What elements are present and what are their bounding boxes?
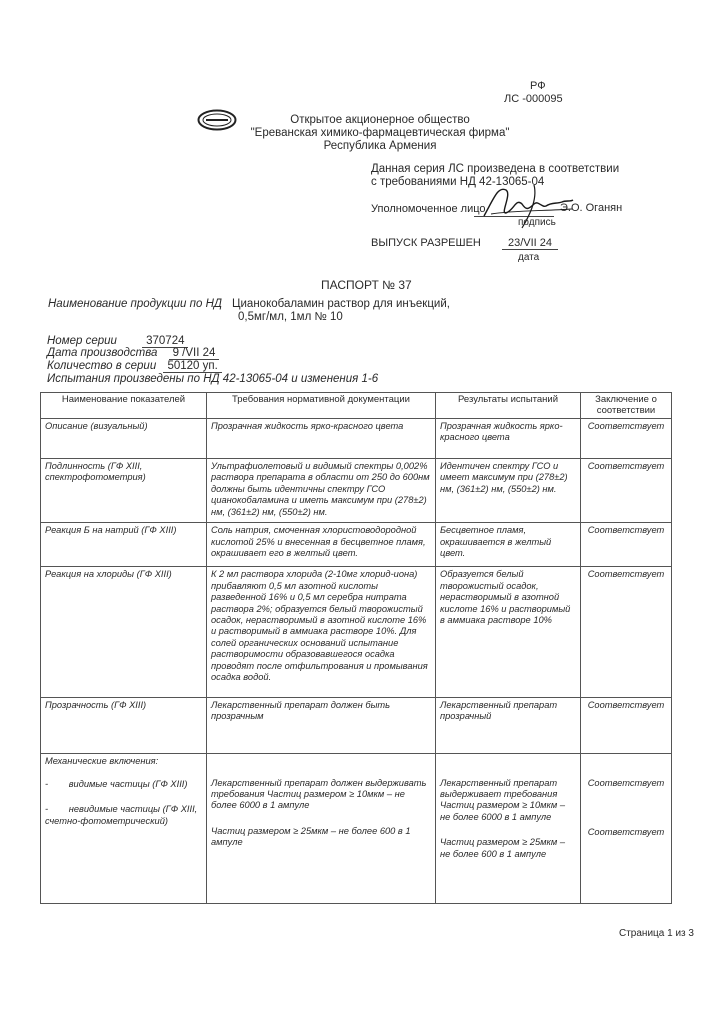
quantity-value: 50120 уп.: [163, 360, 221, 373]
mech-name-cell: [41, 753, 207, 903]
row-conclusion: Соответствует: [581, 523, 672, 567]
row-result: Бесцветное пламя, окрашивается в желтый цвет.: [436, 523, 581, 567]
mech-title: Механические включения:: [45, 755, 159, 766]
header-name: Наименование показателей: [41, 393, 207, 419]
date-caption: дата: [518, 252, 540, 263]
row-name: Описание (визуальный): [41, 419, 207, 459]
product-label: Наименование продукции по НД: [48, 298, 222, 310]
production-date-label: Дата производства: [47, 347, 158, 359]
release-date: 23/VII 24: [502, 237, 558, 250]
table-header-row: [41, 393, 672, 419]
tests-line: Испытания произведены по НД 42-13065-04 и изменения 1-6: [47, 373, 379, 385]
table-row: [41, 523, 672, 567]
passport-title: ПАСПОРТ № 37: [321, 278, 412, 292]
row-requirement: К 2 мл раствора хлорида (2-10мг хлорид-иона) прибавляют 0,5 мл азотной кислоты разведенной 16% и 0,5 мл серебра нитрата раствора 2%; образуется белый творожистый осадок, нерастворимый в азотной кислоте 16% и растворимый в аммиака растворе 10%. Для солей органических оснований испытание растворимости образовавшегося осадка проводят после отфильтрования и промывания осадка водой.: [207, 567, 436, 697]
mech-conclusion-1: Соответствует: [587, 777, 665, 788]
authorized-person-label: Уполномоченное лицо: [371, 203, 486, 215]
table-row: [41, 419, 672, 459]
mech-visible-name: видимые частицы (ГФ XIII): [68, 779, 188, 790]
certification-line-2: с требованиями НД 42-13065-04: [371, 176, 545, 188]
table-row: [41, 567, 672, 697]
row-requirement: Соль натрия, смоченная хлористоводородной кислотой 25% и внесенная в бесцветное пламя, окрашивает его в желтый цвет.: [207, 523, 436, 567]
signature-caption: подпись: [518, 217, 556, 228]
product-value-line-1: Цианокобаламин раствор для инъекций,: [232, 298, 450, 310]
series-row: [47, 335, 188, 347]
mech-requirement-cell: [207, 753, 436, 903]
dash-bullet: -: [45, 779, 49, 790]
row-requirement: Лекарственный препарат должен быть прозрачным: [207, 697, 436, 753]
dash-bullet: -: [45, 804, 49, 815]
table-row: [41, 459, 672, 523]
organization-block: [245, 114, 515, 153]
row-requirement: Ультрафиолетовый и видимый спектры 0,002% раствора препарата в области от 250 до 600нм должны быть идентичны спектру ГСО цианокобаламина и иметь максимум при (278±2) нм, (361±2) нм, (550±2) нм.: [207, 459, 436, 523]
mech-res-invisible: Частиц размером ≥ 25мкм – не более 600 в 1 ампуле: [440, 837, 566, 859]
org-line-3: Республика Армения: [323, 140, 437, 152]
series-label: Номер серии: [47, 335, 117, 347]
row-requirement: Прозрачная жидкость ярко-красного цвета: [207, 419, 436, 459]
handwritten-signature: [476, 180, 576, 230]
series-value: 370724: [142, 335, 188, 348]
mech-visible-item: [45, 779, 202, 790]
row-result: Прозрачная жидкость ярко-красного цвета: [436, 419, 581, 459]
certification-line-1: Данная серия ЛС произведена в соответствии: [371, 163, 620, 175]
quantity-row: [47, 360, 222, 372]
production-date-row: [47, 347, 219, 359]
row-conclusion: Соответствует: [581, 697, 672, 753]
header-requirement: Требования нормативной документации: [207, 393, 436, 419]
row-name: Подлинность (ГФ XIII, спектрофотометрия): [41, 459, 207, 523]
row-result: Идентичен спектру ГСО и имеет максимум при (278±2) нм, (361±2) нм, (550±2) нм.: [436, 459, 581, 523]
production-date-value: 9 /VII 24: [169, 347, 220, 360]
row-conclusion: Соответствует: [581, 459, 672, 523]
table-row-mechanical: [41, 753, 672, 903]
mech-conclusion-cell: [581, 753, 672, 903]
org-line-2: "Ереванская химико-фармацевтическая фирма": [250, 127, 510, 139]
release-label: ВЫПУСК РАЗРЕШЕН: [371, 237, 481, 249]
row-name: Реакция Б на натрий (ГФ XIII): [41, 523, 207, 567]
quantity-label: Количество в серии: [47, 360, 157, 372]
company-logo-icon: [197, 109, 237, 131]
row-conclusion: Соответствует: [581, 419, 672, 459]
rf-label: РФ: [530, 80, 546, 92]
ls-number: ЛС -000095: [504, 93, 563, 105]
mech-conclusion-2: Соответствует: [587, 827, 665, 838]
mech-res-visible: Лекарственный препарат выдерживает требования Частиц размером ≥ 10мкм – не более 6000 в 1 ампуле: [440, 777, 566, 822]
row-name: Реакция на хлориды (ГФ XIII): [41, 567, 207, 697]
mech-req-invisible: Частиц размером ≥ 25мкм – не более 600 в 1 ампуле: [211, 825, 411, 848]
row-name: Прозрачность (ГФ XIII): [41, 697, 207, 753]
row-result: Лекарственный препарат прозрачный: [436, 697, 581, 753]
mech-invisible-item: [45, 804, 202, 827]
row-conclusion: Соответствует: [581, 567, 672, 697]
page-number: Страница 1 из 3: [619, 928, 694, 939]
product-value-line-2: 0,5мг/мл, 1мл № 10: [238, 311, 343, 323]
org-line-1: Открытое акционерное общество: [290, 114, 470, 126]
authorized-person-name: Э.О. Оганян: [560, 202, 623, 214]
row-result: Образуется белый творожистый осадок, нерастворимый в азотной кислоте 16% и растворимый в аммиака растворе 10%: [436, 567, 581, 697]
mech-result-cell: [436, 753, 581, 903]
header-result: Результаты испытаний: [436, 393, 581, 419]
header-conclusion: Заключение о соответствии: [581, 393, 672, 419]
table-row: [41, 697, 672, 753]
mech-req-visible: Лекарственный препарат должен выдерживать требования Частиц размером ≥ 10мкм – не более 6000 в 1 ампуле: [211, 777, 427, 811]
results-table: [40, 392, 672, 904]
mech-invisible-name: невидимые частицы (ГФ XIII, счетно-фотометрический): [45, 804, 198, 826]
